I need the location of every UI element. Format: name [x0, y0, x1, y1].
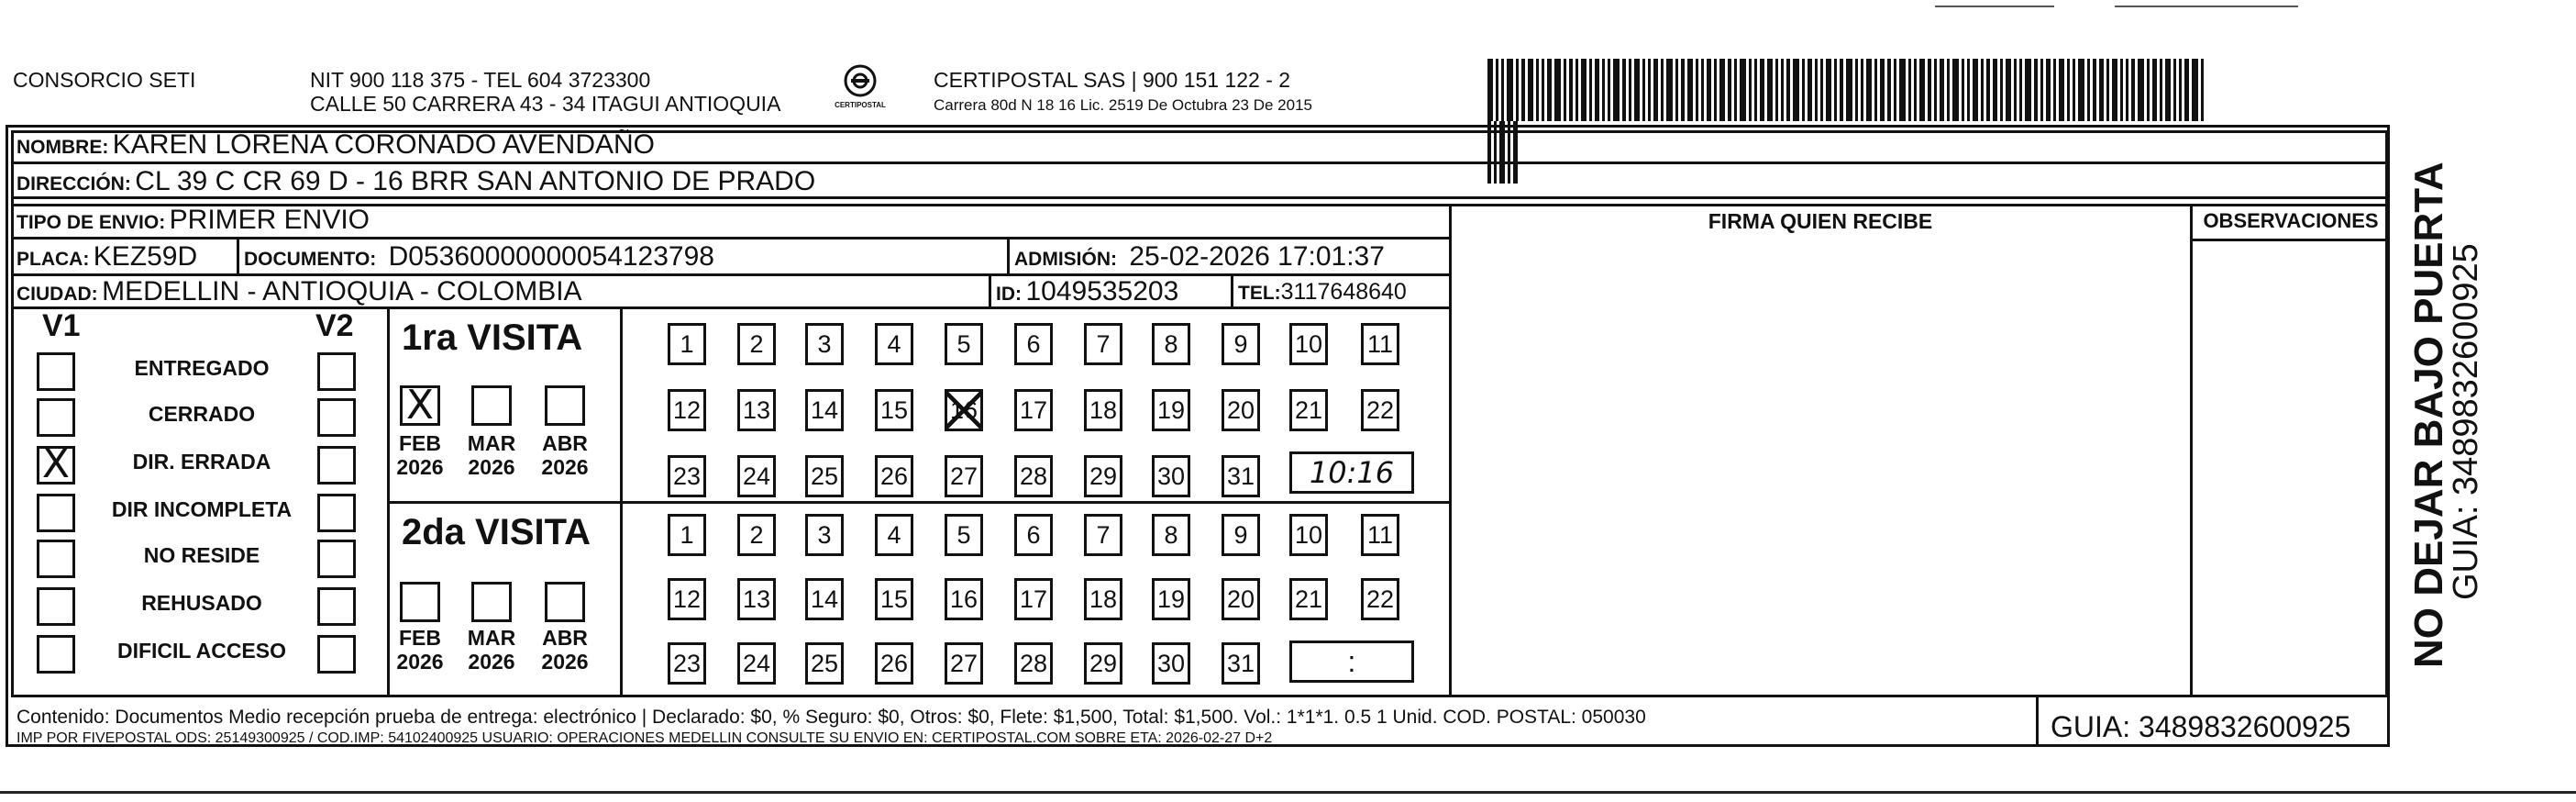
first-visit-day[interactable]: 17	[1014, 389, 1053, 431]
second-visit-day[interactable]: 10	[1289, 514, 1328, 556]
id-label: ID:	[996, 284, 1022, 305]
first-visit-day[interactable]: 30	[1152, 455, 1190, 497]
first-visit-day[interactable]: 7	[1084, 323, 1122, 365]
v1-checkbox[interactable]	[37, 352, 75, 391]
second-visit-day[interactable]: 17	[1014, 578, 1053, 620]
v2-checkbox[interactable]	[317, 352, 356, 391]
first-visit-day[interactable]: 6	[1014, 323, 1053, 365]
second-visit-day[interactable]: 30	[1152, 642, 1190, 685]
documento-field	[244, 240, 714, 278]
admision-field	[1014, 240, 1385, 278]
v1-checkbox[interactable]	[37, 494, 75, 532]
second-visit-day[interactable]: 8	[1152, 514, 1190, 556]
v2-label: V2	[315, 308, 354, 343]
second-visit-day[interactable]: 6	[1014, 514, 1053, 556]
second-visit-day[interactable]: 24	[737, 642, 776, 685]
second-visit-day[interactable]: 22	[1361, 578, 1399, 620]
v2-checkbox[interactable]	[317, 398, 356, 437]
tel-label: TEL:	[1238, 283, 1281, 304]
first-visit-day[interactable]: 11	[1361, 323, 1399, 365]
second-visit-day[interactable]: 21	[1289, 578, 1328, 620]
second-visit-day[interactable]: 7	[1084, 514, 1122, 556]
certipostal-logo	[824, 62, 897, 117]
month-label: FEB	[399, 626, 441, 650]
documento-label: DOCUMENTO:	[244, 249, 377, 270]
company-name: CONSORCIO SETI	[13, 68, 196, 92]
second-visit-day[interactable]: 14	[805, 578, 844, 620]
admision-label: ADMISIÓN:	[1014, 249, 1117, 270]
id-field	[996, 275, 1178, 313]
month-label: MAR	[467, 431, 516, 455]
first-visit-day[interactable]: 10	[1289, 323, 1328, 365]
second-visit-time[interactable]: :	[1289, 640, 1414, 683]
tipo-envio-label: TIPO DE ENVIO:	[17, 212, 166, 233]
footer-line-1: Contenido: Documentos Medio recepción prueba de entrega: electrónico | Declarado: $0, % Seguro: $0, Otros: $0, Flete: $1,500, Total: $1,500. Vol.: 1*1*1. 0.5 1 Unid. COD. POSTAL: 050030	[17, 707, 1646, 728]
footer-line-2: IMP POR FIVEPOSTAL ODS: 25149300925 / COD.IMP: 54102400925 USUARIO: OPERACIONES MEDELLIN CONSULTE SU ENVIO EN: CERTIPOSTAL.COM SOBRE ETA: 2026-02-27 D+2	[17, 730, 1273, 746]
placa-label: PLACA:	[17, 249, 90, 270]
direccion-value: CL 39 C CR 69 D - 16 BRR SAN ANTONIO DE PRADO	[135, 166, 816, 196]
first-visit-day[interactable]: 20	[1222, 389, 1260, 431]
second-visit-day[interactable]: 27	[945, 642, 983, 685]
v1-label: V1	[42, 308, 81, 343]
reason-label: DIR. ERRADA	[132, 450, 271, 473]
direccion-field	[17, 165, 815, 203]
side-guia: GUIA: 3489832600925	[2447, 243, 2485, 600]
first-visit-title: 1ra VISITA	[402, 317, 583, 358]
tipo-envio-field	[17, 204, 370, 241]
second-visit-day[interactable]: 16	[945, 578, 983, 620]
second-visit-day[interactable]: 23	[668, 642, 706, 685]
admision-value: 25-02-2026 17:01:37	[1129, 241, 1385, 272]
month-year: 2026	[396, 455, 444, 479]
barcode	[1487, 59, 2212, 121]
second-visit-day[interactable]: 26	[875, 642, 913, 685]
month-checkbox[interactable]	[545, 385, 585, 426]
second-visit-day[interactable]: 20	[1222, 578, 1260, 620]
v1-checkbox[interactable]	[37, 587, 75, 626]
first-visit-day[interactable]: 8	[1152, 323, 1190, 365]
id-value: 1049535203	[1025, 276, 1179, 306]
tel-value: 3117648640	[1280, 279, 1407, 305]
second-visit-day[interactable]: 1	[668, 514, 706, 556]
month-checkbox[interactable]: X	[400, 385, 440, 426]
address-line: CALLE 50 CARRERA 43 - 34 ITAGUI ANTIOQUIA	[310, 92, 781, 116]
ciudad-label: CIUDAD:	[17, 284, 98, 305]
first-visit-day[interactable]: 18	[1084, 389, 1122, 431]
second-visit-title: 2da VISITA	[402, 512, 591, 552]
reason-label: DIFICIL ACCESO	[116, 639, 286, 663]
reason-label: ENTREGADO	[134, 356, 270, 380]
placa-value: KEZ59D	[93, 241, 198, 272]
second-visit-day[interactable]: 2	[737, 514, 776, 556]
second-visit-day[interactable]: 5	[945, 514, 983, 556]
first-visit-day[interactable]: 2	[737, 323, 776, 365]
month-year: 2026	[541, 650, 589, 674]
second-visit-day[interactable]: 11	[1361, 514, 1399, 556]
second-visit-day[interactable]: 19	[1152, 578, 1190, 620]
first-visit-day[interactable]: 1	[668, 323, 706, 365]
tel-field	[1238, 275, 1407, 312]
second-visit-day[interactable]: 28	[1014, 642, 1053, 685]
first-visit-day[interactable]: 4	[875, 323, 913, 365]
first-visit-day[interactable]: 24	[737, 455, 776, 497]
first-visit-day[interactable]: 26	[875, 455, 913, 497]
ciudad-value: MEDELLIN - ANTIOQUIA - COLOMBIA	[102, 276, 582, 306]
first-visit-day[interactable]: 14	[805, 389, 844, 431]
first-visit-day[interactable]: 16	[945, 389, 983, 431]
v1-checkbox[interactable]	[37, 635, 75, 674]
first-visit-time[interactable]: 10:16	[1289, 451, 1414, 494]
tipo-envio-value: PRIMER ENVIO	[169, 205, 370, 235]
nombre-label: NOMBRE:	[17, 137, 109, 158]
second-visit-day[interactable]: 9	[1222, 514, 1260, 556]
first-visit-day[interactable]: 12	[668, 389, 706, 431]
second-visit-day[interactable]: 25	[805, 642, 844, 685]
first-visit-day[interactable]: 5	[945, 323, 983, 365]
second-visit-day[interactable]: 18	[1084, 578, 1122, 620]
nit-line: NIT 900 118 375 - TEL 604 3723300	[310, 68, 651, 92]
second-visit-day[interactable]: 29	[1084, 642, 1122, 685]
v2-checkbox[interactable]	[317, 587, 356, 626]
license-line: Carrera 80d N 18 16 Lic. 2519 De Octubra 23 De 2015	[934, 96, 1312, 114]
edge-mark	[2115, 6, 2298, 7]
second-visit-day[interactable]: 13	[737, 578, 776, 620]
first-visit-day[interactable]: 21	[1289, 389, 1328, 431]
nombre-value: KAREN LORENA CORONADO AVENDAÑO	[112, 129, 656, 160]
direccion-label: DIRECCIÓN:	[17, 173, 131, 195]
month-label: FEB	[399, 431, 441, 455]
first-visit-day[interactable]: 23	[668, 455, 706, 497]
second-visit-day[interactable]: 15	[875, 578, 913, 620]
logo-caption: CERTIPOSTAL	[835, 101, 886, 109]
nombre-field	[17, 128, 655, 166]
month-label: MAR	[467, 626, 516, 650]
month-year: 2026	[396, 650, 444, 674]
month-year: 2026	[468, 455, 515, 479]
first-visit-day[interactable]: 3	[805, 323, 844, 365]
first-visit-day[interactable]: 13	[737, 389, 776, 431]
carrier-line: CERTIPOSTAL SAS | 900 151 122 - 2	[934, 68, 1291, 92]
v2-checkbox[interactable]	[317, 446, 356, 485]
reason-label: NO RESIDE	[143, 543, 260, 567]
firma-header: FIRMA QUIEN RECIBE	[1708, 209, 1933, 233]
v1-checkbox[interactable]: X	[37, 446, 75, 485]
v1-checkbox[interactable]	[37, 398, 75, 437]
v2-checkbox[interactable]	[317, 494, 356, 532]
reason-label: CERRADO	[148, 402, 256, 426]
month-label: ABR	[542, 431, 588, 455]
reason-label: DIR INCOMPLETA	[111, 497, 293, 521]
reason-label: REHUSADO	[141, 591, 262, 615]
edge-mark	[1935, 6, 2054, 7]
first-visit-day[interactable]: 25	[805, 455, 844, 497]
month-checkbox[interactable]	[471, 385, 512, 426]
first-visit-day[interactable]: 19	[1152, 389, 1190, 431]
month-year: 2026	[541, 455, 589, 479]
first-visit-day[interactable]: 15	[875, 389, 913, 431]
second-visit-day[interactable]: 31	[1222, 642, 1260, 685]
footer-guia: GUIA: 3489832600925	[2051, 710, 2351, 743]
second-visit-day[interactable]: 4	[875, 514, 913, 556]
v2-checkbox[interactable]	[317, 635, 356, 674]
no-dejar-bajo-puerta: NO DEJAR BAJO PUERTA	[2406, 162, 2451, 668]
month-checkbox[interactable]	[400, 582, 440, 622]
month-label: ABR	[542, 626, 588, 650]
month-checkbox[interactable]	[471, 582, 512, 622]
first-visit-day[interactable]: 9	[1222, 323, 1260, 365]
first-visit-day[interactable]: 28	[1014, 455, 1053, 497]
documento-value: D05360000000054123798	[388, 241, 714, 272]
first-visit-day[interactable]: 22	[1361, 389, 1399, 431]
first-visit-day[interactable]: 27	[945, 455, 983, 497]
month-year: 2026	[468, 650, 515, 674]
ciudad-field	[17, 275, 582, 313]
v2-checkbox[interactable]	[317, 540, 356, 578]
first-visit-day[interactable]: 29	[1084, 455, 1122, 497]
v1-checkbox[interactable]	[37, 540, 75, 578]
month-checkbox[interactable]	[545, 582, 585, 622]
second-visit-day[interactable]: 12	[668, 578, 706, 620]
second-visit-day[interactable]: 3	[805, 514, 844, 556]
placa-field	[17, 240, 197, 278]
first-visit-day[interactable]: 31	[1222, 455, 1260, 497]
bottom-edge	[0, 791, 2576, 794]
observaciones-header: OBSERVACIONES	[2203, 209, 2379, 232]
